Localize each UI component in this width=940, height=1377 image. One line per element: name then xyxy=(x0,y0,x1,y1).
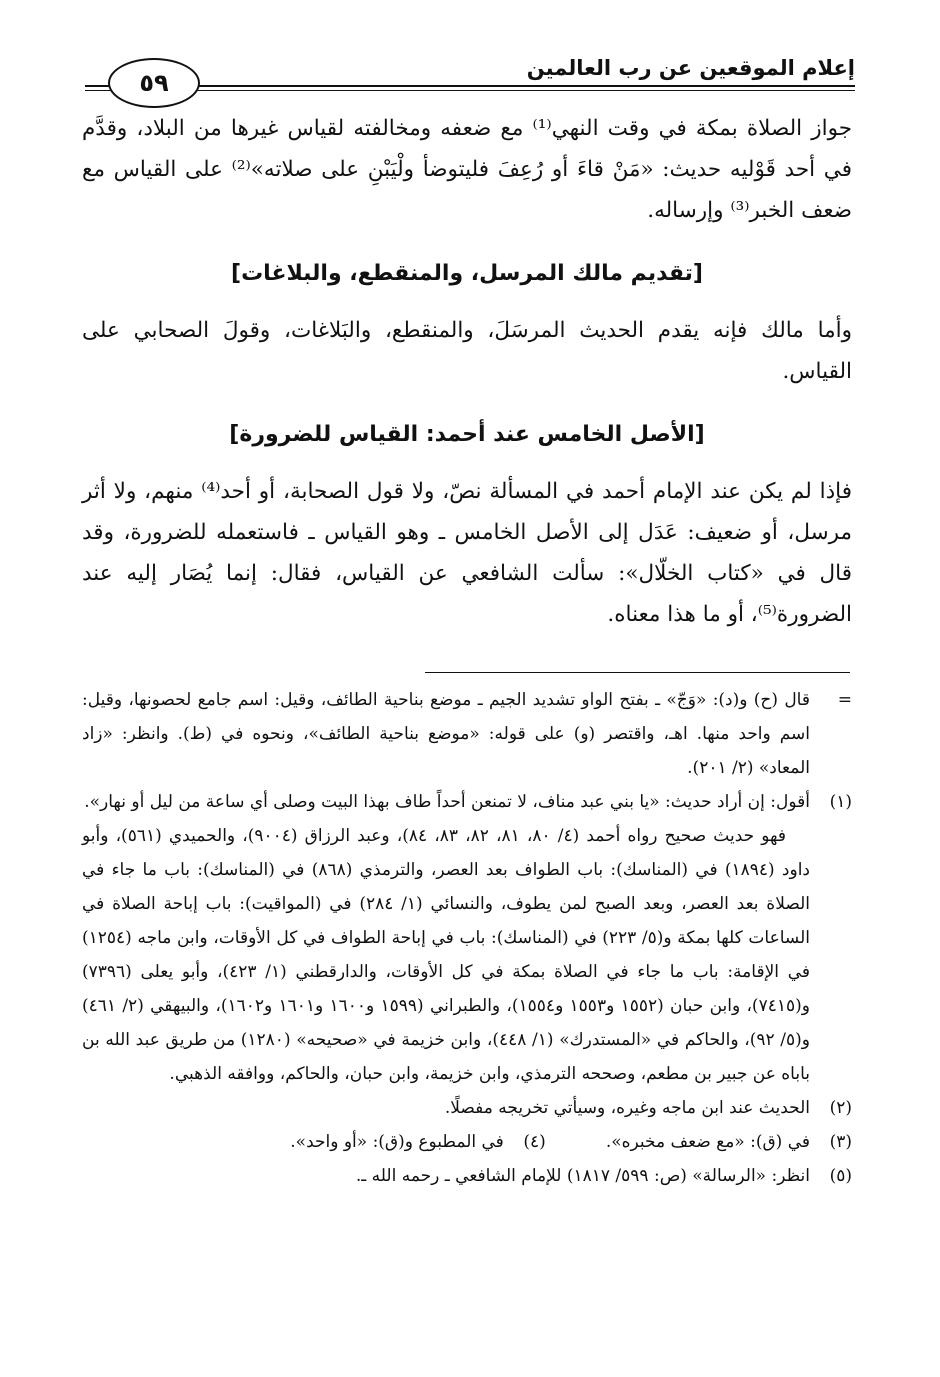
footnote-separator xyxy=(425,672,850,673)
section-heading-malik: [تقديم مالك المرسل، والمنقطع، والبلاغات] xyxy=(231,261,703,286)
footnote-text: في (ق): «مع ضعف مخبره». xyxy=(605,1132,810,1152)
footnote-text: قال (ح) و(د): «وَجّ» ـ بفتح الواو تشديد الجيم ـ موضع بناحية الطائف، وقيل: اسم جامع لحصونها، وقيل: اسم واحد منها. اهـ، واقتصر (و) على قوله: «موضع بناحية الطائف»، ونحوه في (ط). وانظر: «زاد المعاد» (٢/ ٢٠١). xyxy=(82,690,811,778)
footnote-text: في المطبوع و(ق): «أو واحد». xyxy=(290,1132,504,1152)
header-rule xyxy=(85,85,855,87)
page-number: ٥٩ xyxy=(108,58,200,108)
header-rule-thin xyxy=(85,90,855,91)
footnote-text: انظر: «الرسالة» (ص: ٥٩٩/ ١٨١٧) للإمام الشافعي ـ رحمه الله ـ. xyxy=(355,1166,810,1186)
footnote-marker: = xyxy=(837,690,852,710)
footnote-number: (٢) xyxy=(829,1098,852,1118)
paragraph-2: وأما مالك فإنه يقدم الحديث المرسَلَ، والمنقطع، والبَلاغات، وقولَ الصحابي على القياس. xyxy=(82,318,852,384)
footnotes xyxy=(82,683,852,1193)
footnote-1 xyxy=(82,785,852,819)
paragraph-3: فإذا لم يكن عند الإمام أحمد في المسألة نصّ، ولا قول الصحابة، أو أحد⁽⁴⁾ منهم، ولا أثر مرسل، أو ضعيف: عَدَل إلى الأصل الخامس ـ وهو القياس ـ فاستعمله للضرورة، وقد قال في «كتاب الخلّال»: سألت الشافعي عن القياس، فقال: إنما يُصَار إليه عند الضرورة⁽⁵⁾، أو ما هذا معناه. xyxy=(82,479,852,627)
footnote-number: (٤) xyxy=(523,1132,546,1152)
footnotes-3-4 xyxy=(82,1125,852,1159)
footnote-1-continuation xyxy=(82,819,852,1091)
main-text xyxy=(82,108,852,635)
footnote-continued xyxy=(82,683,852,785)
footnote-5 xyxy=(82,1159,852,1193)
footnote-text: فهو حديث صحيح رواه أحمد (٤/ ٨٠، ٨١، ٨٢، ٨٣، ٨٤)، وعبد الرزاق (٩٠٠٤)، والحميدي (٥٦١)، وأبو داود (١٨٩٤) في (المناسك): باب الطواف بعد العصر، والترمذي (٨٦٨) في (المناسك): باب ما جاء في الصلاة بعد العصر، وبعد الصبح لمن يطوف، والنسائي (١/ ٢٨٤) في (المواقيت): باب إباحة الصلاة في الساعات كلها بمكة و(٥/ ٢٢٣) في (المناسك): باب في إباحة الطواف في كل الأوقات، وابن ماجه (١٢٥٤) في الإقامة: باب ما جاء في الصلاة بمكة في كل الأوقات، والدارقطني (١/ ٤٢٣)، وأبو يعلى (٧٣٩٦) و(٧٤١٥)، وابن حبان (١٥٥٢ و١٥٥٣ و١٥٥٤)، والطبراني (١٥٩٩ و١٦٠٠ و١٦٠١ و١٦٠٢)، والبيهقي (٢/ ٤٦١) و(٥/ ٩٢)، والحاكم في «المستدرك» (١/ ٤٤٨)، وابن خزيمة في «صحيحه» (١٢٨٠) من طريق عبد الله بن باباه عن جبير بن مطعم، وصححه الترمذي، وابن خزيمة، وابن حبان، والحاكم، ووافقه الذهبي. xyxy=(82,826,811,1084)
section-heading-qiyas: [الأصل الخامس عند أحمد: القياس للضرورة] xyxy=(229,422,705,447)
running-title: إعلام الموقعين عن رب العالمين xyxy=(526,56,855,80)
paragraph-1: جواز الصلاة بمكة في وقت النهي⁽¹⁾ مع ضعفه ومخالفته لقياس غيرها من البلاد، وقدَّم في أحد قَوْليه حديث: «مَنْ قاءَ أو رُعِفَ فليتوضأ ولْيَبْنِ على صلاته»⁽²⁾ على القياس مع ضعف الخبر⁽³⁾ وإرساله. xyxy=(82,116,853,223)
footnote-text: الحديث عند ابن ماجه وغيره، وسيأتي تخريجه مفصلًا. xyxy=(444,1098,810,1118)
footnote-text: أقول: إن أراد حديث: «يا بني عبد مناف، لا تمنعن أحداً طاف بهذا البيت وصلى أي ساعة من ليل أو نهار». xyxy=(84,792,810,812)
footnote-number: (٣) xyxy=(829,1132,852,1152)
footnote-number: (٥) xyxy=(829,1166,852,1186)
footnote-number: (١) xyxy=(829,792,852,812)
footnote-2 xyxy=(82,1091,852,1125)
